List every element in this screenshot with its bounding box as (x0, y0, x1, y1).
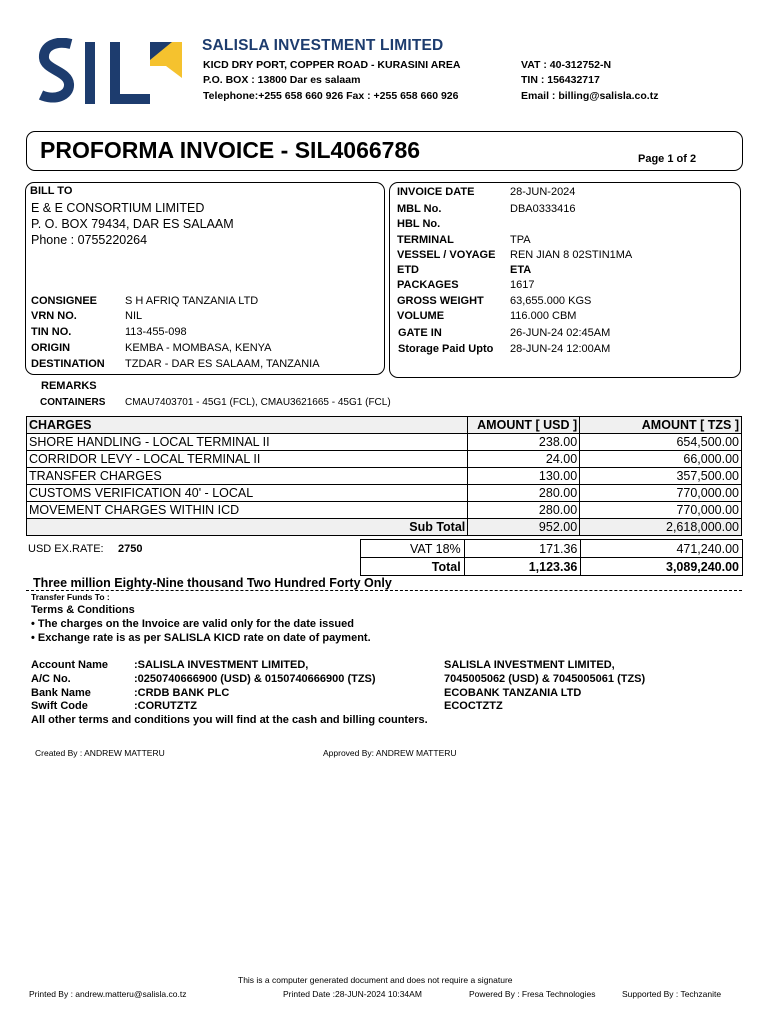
packages-label: PACKAGES (397, 279, 459, 291)
charges-header-row (27, 417, 742, 434)
vat-usd: 171.36 (464, 540, 581, 558)
terms-line-1: • The charges on the Invoice are valid only for the date issued (31, 618, 354, 630)
charge-desc: SHORE HANDLING - LOCAL TERMINAL II (27, 434, 468, 451)
bank2-swift: ECOCTZTZ (444, 700, 503, 712)
total-tzs: 3,089,240.00 (581, 558, 743, 576)
terminal-value: TPA (510, 234, 531, 246)
volume-label: VOLUME (397, 310, 445, 322)
bank-name-label: Bank Name (31, 687, 91, 699)
table-row (27, 451, 742, 468)
page-number: Page 1 of 2 (638, 153, 697, 165)
account-name-label: Account Name (31, 659, 109, 671)
company-phone: Telephone:+255 658 660 926 Fax : +255 658 660 926 (203, 90, 459, 102)
origin-label: ORIGIN (31, 342, 71, 354)
charge-tzs: 357,500.00 (580, 468, 742, 485)
terms-heading: Terms & Conditions (31, 604, 135, 616)
vat-row (361, 540, 743, 558)
company-tin: TIN : 156432717 (521, 74, 600, 86)
hbl-label: HBL No. (397, 218, 441, 230)
bank2-account-no: 7045005062 (USD) & 7045005061 (TZS) (444, 673, 646, 685)
exrate-value: 2750 (118, 543, 143, 555)
charge-desc: TRANSFER CHARGES (27, 468, 468, 485)
storage-paid-value: 28-JUN-24 12:00AM (510, 343, 611, 355)
charge-desc: CORRIDOR LEVY - LOCAL TERMINAL II (27, 451, 468, 468)
packages-value: 1617 (510, 279, 535, 291)
bill-to-name: E & E CONSORTIUM LIMITED (31, 201, 205, 215)
bank2-account-name: SALISLA INVESTMENT LIMITED, (444, 659, 615, 671)
swift-code-label: Swift Code (31, 700, 88, 712)
tin-value: 113-455-098 (125, 326, 187, 338)
invoice-title: PROFORMA INVOICE - SIL4066786 (40, 137, 421, 163)
bank2-bank-name: ECOBANK TANZANIA LTD (444, 687, 582, 699)
charge-desc: CUSTOMS VERIFICATION 40' - LOCAL (27, 485, 468, 502)
vrn-value: NIL (125, 310, 143, 322)
bank1-swift: :CORUTZTZ (134, 700, 197, 712)
company-vat: VAT : 40-312752-N (521, 59, 612, 71)
dashed-divider (26, 590, 742, 591)
table-row (27, 502, 742, 519)
bank1-account-name: :SALISLA INVESTMENT LIMITED, (134, 659, 309, 671)
bank1-account-no: :0250740666900 (USD) & 0150740666900 (TZS) (134, 673, 376, 685)
total-label: Total (361, 558, 465, 576)
company-name: SALISLA INVESTMENT LIMITED (202, 37, 444, 54)
gate-in-value: 26-JUN-24 02:45AM (510, 327, 611, 339)
bill-to-label: BILL TO (30, 185, 73, 197)
terms-note: All other terms and conditions you will find at the cash and billing counters. (31, 714, 428, 726)
table-row (27, 485, 742, 502)
printed-by: Printed By : andrew.matteru@salisla.co.tz (29, 989, 187, 999)
charge-desc: MOVEMENT CHARGES WITHIN ICD (27, 502, 468, 519)
table-row (27, 434, 742, 451)
company-email: Email : billing@salisla.co.tz (521, 90, 659, 102)
destination-value: TZDAR - DAR ES SALAAM, TANZANIA (125, 358, 320, 370)
total-usd: 1,123.36 (464, 558, 581, 576)
charge-tzs: 66,000.00 (580, 451, 742, 468)
exrate-label: USD EX.RATE: (28, 543, 104, 555)
charge-usd: 280.00 (468, 485, 580, 502)
vessel-value: REN JIAN 8 02STIN1MA (510, 249, 633, 261)
mbl-value: DBA0333416 (510, 203, 576, 215)
total-row (361, 558, 743, 576)
terms-line-2: • Exchange rate is as per SALISLA KICD rate on date of payment. (31, 632, 371, 644)
invoice-date-value: 28-JUN-2024 (510, 186, 576, 198)
consignee-label: CONSIGNEE (31, 295, 98, 307)
charge-usd: 24.00 (468, 451, 580, 468)
vat-label: VAT 18% (361, 540, 465, 558)
subtotal-row (27, 519, 742, 536)
bill-to-address: P. O. BOX 79434, DAR ES SALAAM (31, 217, 234, 231)
charge-tzs: 770,000.00 (580, 485, 742, 502)
footer-note: This is a computer generated document and does not require a signature (238, 975, 513, 985)
charge-tzs: 770,000.00 (580, 502, 742, 519)
subtotal-label: Sub Total (27, 519, 468, 536)
gate-in-label: GATE IN (398, 327, 442, 339)
vessel-label: VESSEL / VOYAGE (397, 249, 496, 261)
charge-usd: 280.00 (468, 502, 580, 519)
charge-tzs: 654,500.00 (580, 434, 742, 451)
destination-label: DESTINATION (31, 358, 105, 370)
subtotal-tzs: 2,618,000.00 (580, 519, 742, 536)
charges-table (26, 416, 742, 536)
bill-to-phone: Phone : 0755220264 (31, 233, 148, 247)
company-logo (38, 38, 184, 110)
invoice-date-label: INVOICE DATE (397, 186, 475, 198)
supported-by: Supported By : Techzanite (622, 989, 722, 999)
company-address: KICD DRY PORT, COPPER ROAD - KURASINI AREA (203, 59, 461, 71)
consignee-value: S H AFRIQ TANZANIA LTD (125, 295, 259, 307)
transfer-funds-label: Transfer Funds To : (31, 592, 110, 602)
tzs-header: AMOUNT [ TZS ] (580, 417, 742, 434)
totals-table (360, 539, 743, 576)
terminal-label: TERMINAL (397, 234, 454, 246)
remarks-label: REMARKS (41, 380, 97, 392)
usd-header: AMOUNT [ USD ] (468, 417, 580, 434)
origin-value: KEMBA - MOMBASA, KENYA (125, 342, 272, 354)
charge-usd: 238.00 (468, 434, 580, 451)
subtotal-usd: 952.00 (468, 519, 580, 536)
bank1-bank-name: :CRDB BANK PLC (134, 687, 230, 699)
etd-label: ETD (397, 264, 419, 276)
charges-header: CHARGES (27, 417, 468, 434)
containers-value: CMAU7403701 - 45G1 (FCL), CMAU3621665 - 45G1 (FCL) (125, 397, 391, 408)
storage-paid-label: Storage Paid Upto (398, 343, 494, 355)
table-row (27, 468, 742, 485)
amount-in-words: Three million Eighty-Nine thousand Two Hundred Forty Only (33, 576, 392, 590)
gross-weight-label: GROSS WEIGHT (397, 295, 484, 307)
powered-by: Powered By : Fresa Technologies (469, 989, 596, 999)
gross-weight-value: 63,655.000 KGS (510, 295, 592, 307)
company-pobox: P.O. BOX : 13800 Dar es salaam (203, 74, 361, 86)
tin-label: TIN NO. (31, 326, 72, 338)
containers-label: CONTAINERS (40, 397, 106, 408)
account-no-label: A/C No. (31, 673, 71, 685)
vrn-label: VRN NO. (31, 310, 77, 322)
vat-tzs: 471,240.00 (581, 540, 743, 558)
printed-date: Printed Date :28-JUN-2024 10:34AM (283, 989, 422, 999)
approved-by: Approved By: ANDREW MATTERU (323, 748, 457, 758)
volume-value: 116.000 CBM (510, 310, 577, 322)
charge-usd: 130.00 (468, 468, 580, 485)
mbl-label: MBL No. (397, 203, 442, 215)
created-by: Created By : ANDREW MATTERU (35, 748, 165, 758)
eta-label: ETA (510, 264, 532, 276)
